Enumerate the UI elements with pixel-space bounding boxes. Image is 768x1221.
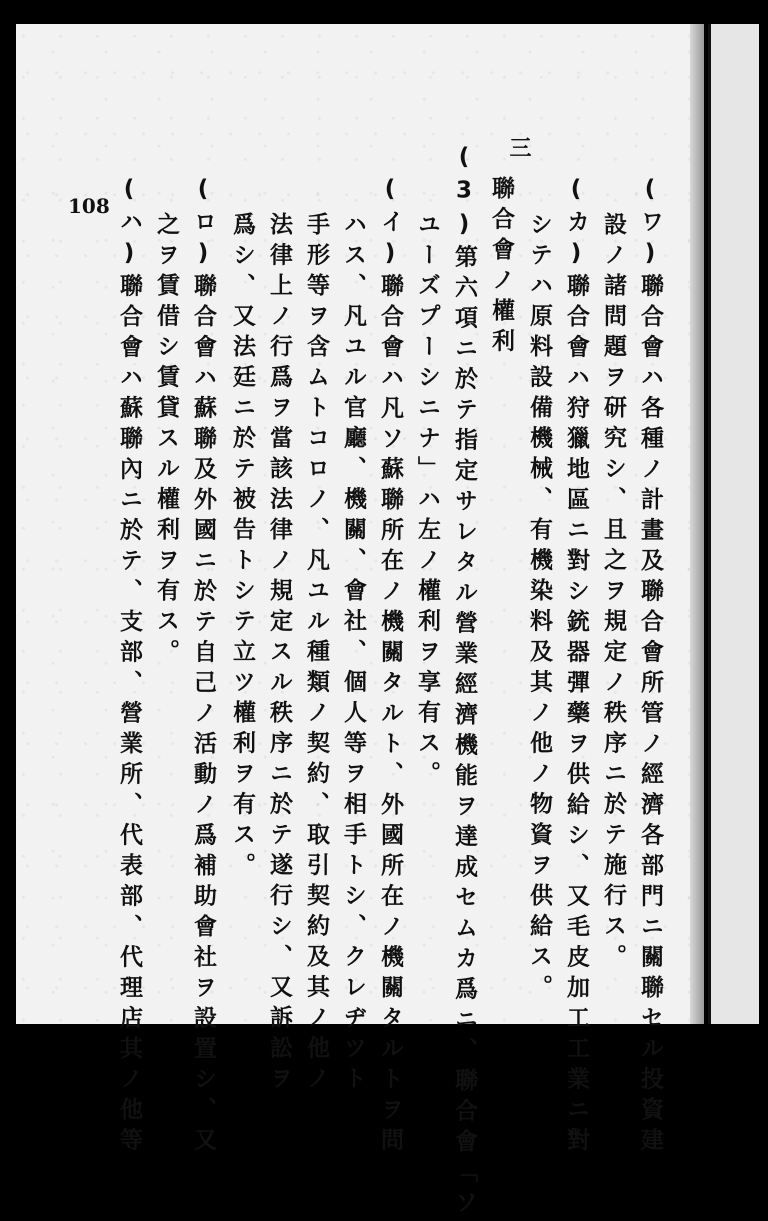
text-column-12: 爲シ、又法廷ニ於テ被告トシテ立ツ權利ヲ有ス。 xyxy=(229,212,255,883)
adjacent-page-edge xyxy=(708,24,759,1024)
text-column-15: (ハ)聯合會ハ蘇聯內ニ於テ、支部、營業所、代表部、代理店其ノ他等 xyxy=(116,176,142,1158)
page-binding-shadow xyxy=(690,24,704,1024)
text-column-3: (カ)聯合會ハ狩獵地區ニ對シ銃器彈藥ヲ供給シ、又毛皮加工工業ニ對 xyxy=(563,176,589,1158)
text-column-5: 聯合會ノ權利 xyxy=(488,176,514,359)
text-column-6: (3)第六項ニ於テ指定サレタル營業經濟機能ヲ達成セムカ爲ニ、聯合會「ソ xyxy=(451,144,477,1221)
page-number: 108 xyxy=(68,194,110,218)
section-heading: 三 xyxy=(506,136,531,158)
text-column-7: ユーズプーシニナ」ハ左ノ權利ヲ享有ス。 xyxy=(414,212,440,792)
text-column-8: (イ)聯合會ハ凡ソ蘇聯所在ノ機關タルト、外國所在ノ機關タルトヲ問 xyxy=(377,176,403,1158)
text-column-11: 法律上ノ行爲ヲ當該法律ノ規定スル秩序ニ於テ遂行シ、又訴訟ヲ xyxy=(266,212,292,1097)
text-column-9: ハス、凡ユル官廳、機關、會社、個人等ヲ相手トシ、クレヂツト xyxy=(340,212,366,1097)
text-column-13: (ロ)聯合會ハ蘇聯及外國ニ於テ自己ノ活動ノ爲補助會社ヲ設置シ、又 xyxy=(190,176,216,1158)
text-column-2: 設ノ諸問題ヲ研究シ、且之ヲ規定ノ秩序ニ於テ施行ス。 xyxy=(600,212,626,975)
document-page xyxy=(16,24,704,1221)
text-column-14: 之ヲ賃借シ賃貸スル權利ヲ有ス。 xyxy=(153,212,179,670)
text-column-10: 手形等ヲ含ムトコロノ、凡ユル種類ノ契約、取引契約及其ノ他ノ xyxy=(303,212,329,1097)
text-column-4: シテハ原料設備機械、有機染料及其ノ他ノ物資ヲ供給ス。 xyxy=(526,212,552,1005)
text-column-1: (ワ)聯合會ハ各種ノ計畫及聯合會所管ノ經濟各部門ニ關聯セル投資建 xyxy=(637,176,663,1158)
